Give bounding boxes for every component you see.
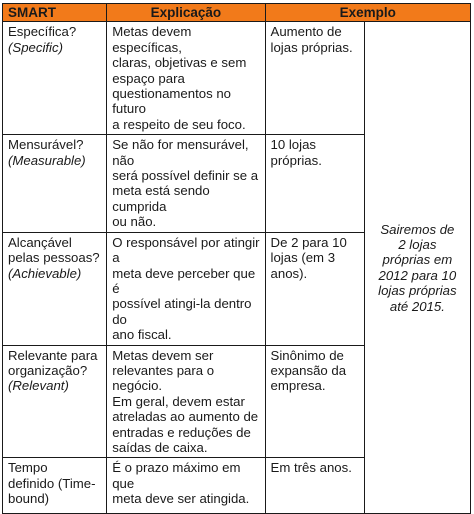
criterion-english: (Measurable)	[8, 152, 86, 168]
criterion-label-line3: bound)	[8, 491, 50, 507]
explanation-line: Metas devem específicas,	[112, 24, 192, 55]
criterion-english: (Achievable)	[8, 265, 82, 281]
explanation-line: ano fiscal.	[112, 327, 172, 343]
criterion-label: Alcançável	[8, 234, 72, 250]
explanation-line: saídas de caixa.	[112, 439, 208, 455]
explanation-line: É o prazo máximo em que	[112, 460, 241, 491]
explanation-line: entradas e reduções de	[112, 424, 251, 440]
example-cell	[265, 232, 364, 345]
example-line: próprias.	[270, 152, 322, 168]
criterion-cell	[3, 22, 107, 135]
example-line: Sinônimo de	[270, 347, 344, 363]
criterion-label: Relevante para	[8, 347, 98, 363]
criterion-label-line2: organização?	[8, 362, 88, 378]
explanation-line: ou não.	[112, 214, 157, 230]
table-row-specific	[3, 22, 471, 135]
explanation-line: questionamentos no futuro	[112, 86, 231, 117]
explanation-line: meta deve ser atingida.	[112, 491, 250, 507]
example-cell	[265, 22, 364, 135]
explanation-line: será possível definir se a	[112, 168, 259, 184]
header-exemplo: Exemplo	[265, 4, 470, 22]
explanation-line: Metas devem ser	[112, 347, 214, 363]
example-line: expansão da	[270, 362, 347, 378]
example-line: Em três anos.	[270, 460, 352, 476]
criterion-cell	[3, 345, 107, 458]
criterion-cell	[3, 232, 107, 345]
explanation-line: claras, objetivas e sem	[112, 55, 247, 71]
example-line: lojas (em 3	[270, 250, 336, 266]
explanation-line: Em geral, devem estar	[112, 393, 245, 409]
result-cell	[364, 22, 470, 514]
result-line: Sairemos de	[380, 221, 455, 237]
result-line: 2012 para 10	[378, 267, 457, 283]
explanation-cell	[107, 345, 265, 458]
explanation-line: espaço para	[112, 70, 185, 86]
explanation-line: atreladas ao aumento de	[112, 409, 259, 425]
example-cell	[265, 345, 364, 458]
criterion-cell	[3, 458, 107, 514]
example-cell	[265, 135, 364, 232]
criterion-english: (Specific)	[8, 39, 63, 55]
example-line: De 2 para 10	[270, 234, 347, 250]
result-line: até 2015.	[389, 298, 445, 314]
explanation-line: O responsável por atingir a	[112, 234, 260, 266]
criterion-label-line2: pelas pessoas?	[8, 250, 100, 266]
explanation-cell	[107, 458, 265, 514]
table-header-row	[3, 4, 471, 22]
explanation-line: relevantes para o negócio.	[112, 362, 215, 394]
example-line: Aumento de	[270, 24, 342, 40]
header-smart: SMART	[3, 4, 107, 22]
explanation-line: Se não for mensurável, não	[112, 137, 249, 168]
explanation-line: possível atingi-la dentro do	[112, 296, 252, 327]
example-line: lojas próprias.	[270, 39, 353, 55]
criterion-english: (Relevant)	[8, 378, 69, 394]
result-line: lojas próprias	[378, 283, 457, 299]
explanation-line: a respeito de seu foco.	[112, 116, 246, 132]
example-line: anos).	[270, 265, 308, 281]
explanation-cell	[107, 135, 265, 232]
header-explicacao: Explicação	[107, 4, 265, 22]
result-line: 2 lojas	[398, 237, 437, 253]
criterion-label-line2: definido (Time-	[8, 475, 96, 491]
criterion-label: Tempo	[8, 460, 48, 476]
criterion-label: Mensurável?	[8, 137, 84, 153]
explanation-line: meta está sendo cumprida	[112, 183, 210, 214]
result-line: próprias em	[382, 252, 453, 268]
explanation-cell	[107, 232, 265, 345]
explanation-cell	[107, 22, 265, 135]
criterion-cell	[3, 135, 107, 232]
criterion-label: Específica?	[8, 24, 77, 40]
explanation-line: meta deve perceber que é	[112, 265, 256, 296]
example-line: empresa.	[270, 378, 326, 394]
example-cell	[265, 458, 364, 514]
smart-table	[2, 3, 471, 514]
example-line: 10 lojas	[270, 137, 317, 153]
